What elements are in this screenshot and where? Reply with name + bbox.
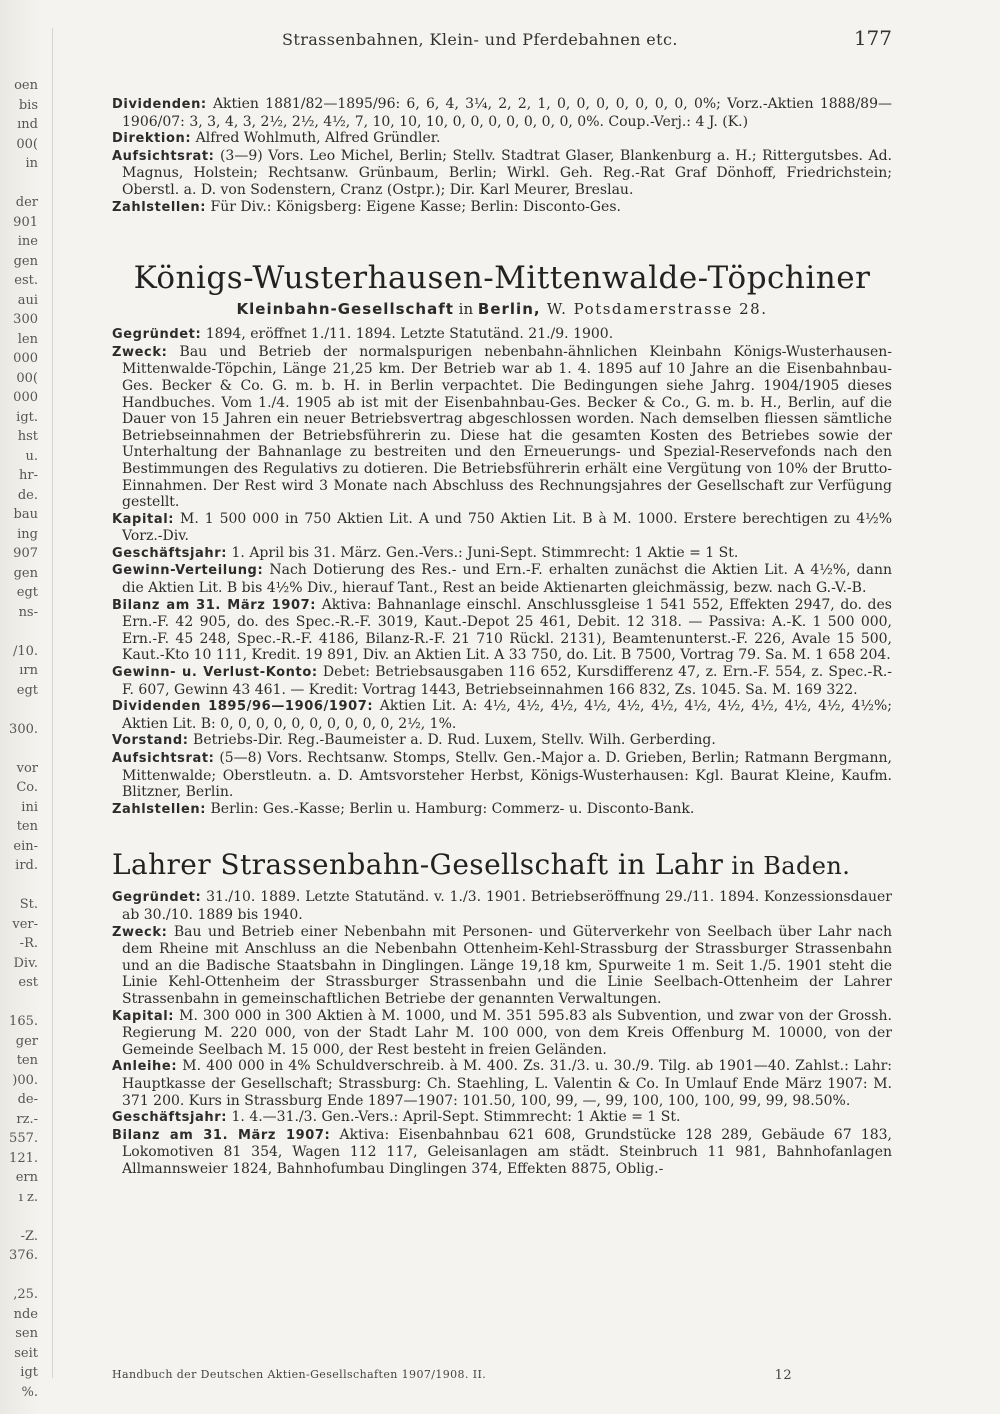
gutter-text: in	[25, 156, 38, 171]
page-number: 177	[853, 26, 892, 50]
entry	[112, 1058, 892, 1109]
gutter-text: ns-	[18, 604, 38, 620]
gutter-text: ger	[15, 1033, 38, 1049]
entry-label: Gewinn-Verteilung:	[112, 563, 264, 579]
gutter-text: ı z.	[18, 1189, 38, 1205]
entry	[112, 664, 892, 698]
gutter-text: est	[18, 975, 38, 990]
gutter-text: 300	[13, 312, 38, 327]
entry	[112, 924, 892, 1008]
gutter-text: 165.	[9, 1014, 38, 1029]
entry	[112, 698, 892, 732]
gutter-text: aui	[17, 292, 38, 308]
entry-label: Bilanz am 31. März 1907:	[112, 1127, 331, 1143]
entry-label: Zahlstellen:	[112, 801, 207, 817]
entry	[112, 1109, 892, 1127]
entry-text: Bau und Betrieb der normalspurigen nebenbahn-ähnlichen Kleinbahn Königs-Wusterhausen-Mittenwalde-Töpchin, Länge 21,25 km. Der Betrieb war ab 1. 4. 1895 auf 10 Jahre an die Eisenbahnbau-Ges. Becker & Co. G. m. b. H. in Berlin verpachtet. Die Bedingungen siehe Jahrg. 1904/1905 dieses Handbuches. Vom 1./4. 1905 ab ist mit der Eisenbahnbau-Ges. Becker & Co., G. m. b. H., Berlin, auf die Dauer von 15 Jahren ein neuer Betriebsvertrag abgeschlossen worden. Nach demselben fliessen sämtliche Betriebseinnahmen der Betriebsführerin zu. Diese hat die gesamten Kosten des Betriebes sowie der Unterhaltung der Bahnanlage zu bestreiten und den Erneuerungs- und Spezial-Reservefonds nach den Bestimmungen des Regulativs zu dotieren. Die Betriebsführerin erhält eine Vergütung von 10% der Brutto-Einnahmen. Der Rest wird 3 Monate nach Abschluss des Rechnungsjahres der Gesellschaft zur Verfügung gestellt.	[122, 343, 892, 511]
entry-text: (5—8) Vors. Rechtsanw. Stomps, Stellv. Gen.-Major a. D. Grieben, Berlin; Ratmann Bergmann, Mittenwalde; Oberstleutn. a. D. Amtsvorsteher Herbst, Königs-Wusterhausen: Kgl. Baurat Kleine, Kaufm. Blitzner, Berlin.	[122, 750, 892, 801]
entry-zahlstellen: Zahlstellen: Für Div.: Königsberg: Eigene Kasse; Berlin: Disconto-Ges.	[112, 198, 621, 215]
entry-label: Bilanz am 31. März 1907:	[112, 597, 317, 613]
entry-label: Gegründet:	[112, 327, 202, 343]
gutter-text: 000	[13, 351, 38, 366]
gutter-text: seit	[14, 1345, 38, 1361]
entry-label: Aufsichtsrat:	[112, 751, 215, 766]
gutter-text: ,25.	[13, 1287, 38, 1302]
entry-text: M. 1 500 000 in 750 Aktien Lit. A und 750 Aktien Lit. B à M. 1000. Erstere berechtigen zu 4½% Vorz.-Div.	[122, 510, 892, 545]
entry-text: Aktiva: Bahnanlage einschl. Anschlussgleise 1 541 552, Effekten 2947, do. des Ern.-F. 42 905, do. des Spec.-R.-F. 3019, Kaut.-Depot 25 461, Debit. 12 318. — Passiva: A.-K. 1 500 000, Ern.-F. 45 248, Spec.-R.-F. 4186, Bilanz-R.-F. 21 710 Rückl. 2131), Beamtenunterst.-F. 226, Avale 15 500, Kaut.-Kto 10 111, Kredit. 19 891, Div. an Aktien Lit. A 33 750, do. Lit. B 7500, Vortrag 79. Sa. M. 1 658 204.	[122, 596, 892, 664]
entry-text: Debet: Betriebsausgaben 116 652, Kursdifferenz 47, z. Ern.-F. 554, z. Spec.-R.-F. 607, Gewinn 43 461. — Kredit: Vortrag 1443, Betriebseinnahmen 166 832, Zs. 1045. Sa. M. 169 322.	[122, 664, 892, 698]
entry	[112, 1008, 892, 1059]
previous-company-section	[112, 96, 892, 216]
entry	[112, 326, 892, 344]
gutter-text: -Z.	[20, 1228, 38, 1244]
gutter-text: egt	[16, 585, 38, 600]
gutter-text: 901	[13, 214, 38, 230]
entry-label: Kapital:	[112, 511, 175, 527]
entry-text: M. 400 000 in 4% Schuldverschreib. à M. 400. Zs. 31./3. u. 30./9. Tilg. ab 1901—40. Zahlst.: Lahr: Hauptkasse der Gesellschaft; Strassburg: Ch. Staehling, L. Valentin & Co. In Umlauf Ende März 1907: M. 371 200. Kurs in Strassburg Ende 1897—1907: 101.50, 100, 99, —, 99, 100, 100, 100, 99, 99, 98.50%.	[122, 1058, 892, 1109]
gutter-text: ten	[16, 1053, 38, 1068]
gutter-text: u.	[25, 448, 38, 464]
entry	[112, 1127, 892, 1178]
entry-text: M. 300 000 in 300 Aktien à M. 1000, und M. 351 595.83 als Subvention, und zwar von der Grossh. Regierung M. 220 000, von der Stadt Lahr M. 100 000, von dem Kreis Offenburg M. 10000, von der Gemeinde Seelbach M. 15 000, der Rest besteht in freien Geländen.	[122, 1007, 892, 1058]
gutter-text: 376.	[9, 1248, 38, 1263]
company2-entries	[112, 889, 892, 1177]
entry-label: Gegründet:	[112, 890, 202, 906]
entry-label: Zweck:	[112, 344, 168, 360]
entry	[112, 511, 892, 545]
gutter-text: ing	[17, 526, 38, 542]
entry-label: Zweck:	[112, 924, 168, 940]
gutter-text: %.	[21, 1384, 38, 1400]
gutter-text: ine	[17, 234, 38, 249]
running-head	[112, 26, 892, 60]
gutter-text: ird.	[15, 858, 38, 873]
gutter-text: ırn	[19, 663, 38, 678]
entry-dividenden: Dividenden: Aktien 1881/82—1895/96: 6, 6, 4, 3¼, 2, 2, 1, 0, 0, 0, 0, 0, 0, 0, 0%; Vorz.-Aktien 1888/89—1906/07: 3, 3, 4, 3, 2½, 2½, 4½, 7, 10, 10, 10, 0, 0, 0, 0, 0, 0, 0, 0%. Coup.-Verj.: 4 J. (K.)	[112, 96, 892, 130]
entry	[112, 344, 892, 511]
gutter-text: de-	[17, 1092, 38, 1107]
gutter-text: ınd	[17, 117, 38, 132]
gutter-text: 00(	[16, 136, 38, 152]
gutter-text: 121.	[9, 1150, 38, 1166]
entry-text: Nach Dotierung des Res.- und Ern.-F. erhalten zunächst die Aktien Lit. A 4½%, dann die Aktien Lit. B bis 4½% Div., hierauf Tant., Rest an beide Aktienarten gleichmässig, bezw. nach G.-V.-B.	[122, 562, 892, 597]
entry-direktion: Direktion: Alfred Wohlmuth, Alfred Gründler.	[112, 130, 441, 147]
entry	[112, 750, 892, 801]
gutter-text: 300.	[9, 721, 38, 737]
entry-label: Geschäftsjahr:	[112, 1110, 228, 1126]
gutter-text: bau	[13, 507, 38, 522]
footer-publication: Handbuch der Deutschen Aktien-Gesellschaften 1907/1908. II.	[112, 1368, 487, 1381]
page-fold	[52, 28, 61, 1378]
entry-aufsichtsrat: Aufsichtsrat: (3—9) Vors. Leo Michel, Berlin; Stellv. Stadtrat Glaser, Blankenburg a. H.; Rittergutsbes. Ad. Magnus, Holstein; Rechtsanw. Grünbaum, Berlin; Wirkl. Geh. Reg.-Rat Graf Dönhoff, Friedrichstein; Oberstl. a. D. von Sodenstern, Cranz (Ostpr.); Dir. Karl Meurer, Breslau.	[112, 147, 892, 198]
gutter-text: 907	[13, 546, 38, 561]
gutter-text: oen	[14, 78, 38, 93]
entry-label: Geschäftsjahr:	[112, 545, 228, 561]
entry-text: Aktiva: Eisenbahnbau 621 608, Grundstücke 128 289, Gebäude 67 183, Lokomotiven 81 354, Wagen 112 117, Geleisanlagen am städt. Steinbruch 11 981, Bahnhofanlagen Allmannsweier 1824, Bahnhofumbau Dinglingen 374, Effekten 8875, Oblig.-	[122, 1126, 892, 1177]
entry	[112, 732, 892, 750]
entry-text: Betriebs-Dir. Reg.-Baumeister a. D. Rud. Luxem, Stellv. Wilh. Gerberding.	[188, 732, 716, 749]
gutter-text: ern	[15, 1170, 38, 1185]
entry-text: 1894, eröffnet 1./11. 1894. Letzte Statutänd. 21./9. 1900.	[201, 326, 614, 343]
entry	[112, 597, 892, 664]
gutter-text: der	[15, 195, 38, 210]
gutter-text: Co.	[16, 780, 38, 795]
gutter-text: vor	[16, 760, 38, 776]
entry	[112, 801, 892, 819]
footer	[112, 1368, 792, 1381]
sheet-signature: 12	[774, 1368, 792, 1383]
left-page-margin	[0, 0, 40, 1414]
gutter-text: sen	[15, 1326, 38, 1341]
gutter-text: /10.	[12, 643, 38, 659]
gutter-text: est.	[14, 273, 38, 288]
gutter-text: ten	[16, 819, 38, 834]
gutter-text: de.	[17, 487, 38, 503]
entry	[112, 562, 892, 596]
gutter-text: ein-	[13, 838, 38, 854]
gutter-text: rz.-	[16, 1111, 38, 1127]
entry	[112, 545, 892, 563]
gutter-text: nde	[13, 1306, 38, 1322]
gutter-text: 000	[13, 390, 38, 405]
company-subtitle-kwmt: Kleinbahn-Gesellschaft in Berlin, W. Potsdamerstrasse 28.	[236, 300, 768, 319]
entry-text: Berlin: Ges.-Kasse; Berlin u. Hamburg: Commerz- u. Disconto-Bank.	[206, 800, 695, 817]
gutter-text: hst	[17, 429, 38, 444]
entry-text: 1. 4.—31./3. Gen.-Vers.: April-Sept. Stimmrecht: 1 Aktie = 1 St.	[227, 1109, 681, 1126]
company-title-kwmt: Königs-Wusterhausen-Mittenwalde-Töpchiner	[133, 260, 871, 297]
gutter-text: 00(	[16, 370, 38, 386]
gutter-text: ini	[21, 799, 38, 815]
gutter-text: 557.	[9, 1131, 38, 1146]
gutter-text: Div.	[13, 955, 38, 971]
gutter-text: bis	[18, 97, 38, 113]
entry-label: Gewinn- u. Verlust-Konto:	[112, 665, 318, 681]
gutter-text: -R.	[19, 936, 38, 951]
entry-text: 1. April bis 31. März. Gen.-Vers.: Juni-Sept. Stimmrecht: 1 Aktie = 1 St.	[227, 544, 739, 561]
entry-label: Kapital:	[112, 1008, 175, 1024]
gutter-text: igt	[20, 1365, 38, 1380]
entry-text: 31./10. 1889. Letzte Statutänd. v. 1./3. 1901. Betriebseröffnung 29./11. 1894. Konzessionsdauer ab 30./10. 1889 bis 1940.	[122, 889, 892, 923]
gutter-text: len	[17, 331, 38, 347]
gutter-text: )00.	[12, 1072, 38, 1088]
gutter-text: gen	[13, 253, 38, 269]
page-body	[112, 26, 892, 1177]
gutter-text: gen	[13, 565, 38, 581]
entry-text: Bau und Betrieb einer Nebenbahn mit Personen- und Güterverkehr von Seelbach über Lahr nach dem Rheine mit Anschluss an die Nebenbahn Ottenheim-Kehl-Strassburg der Strassburger Strassenbahn und an die Badische Staatsbahn in Dinglingen. Länge 19,18 km, Spurweite 1 m. Seit 1./5. 1901 steht die Linie Kehl-Ottenheim der Strassburger Strassenbahn und die Linie Seelbach-Ottenheim der Lahrer Strassenbahn in gemeinschaftlichen Betriebe der genannten Verwaltungen.	[122, 923, 892, 1007]
entry-label: Dividenden 1895/96—1906/1907:	[112, 699, 374, 715]
gutter-text: St.	[19, 897, 38, 912]
company-title-lahr: Lahrer Strassenbahn-Gesellschaft in Lahr in Baden.	[112, 848, 851, 882]
gutter-text: hr-	[19, 468, 38, 483]
gutter-text: egt	[16, 682, 38, 698]
gutter-text: igt.	[16, 409, 38, 425]
gutter-text: ver-	[12, 916, 38, 932]
running-title: Strassenbahnen, Klein- und Pferdebahnen etc.	[282, 30, 678, 49]
entry	[112, 889, 892, 923]
entry-text: Aktien Lit. A: 4½, 4½, 4½, 4½, 4½, 4½, 4½, 4½, 4½, 4½, 4½, 4½%; Aktien Lit. B: 0, 0, 0, 0, 0, 0, 0, 0, 0, 0, 2½, 1%.	[122, 698, 892, 732]
entry-label: Vorstand:	[112, 733, 189, 749]
company1-entries	[112, 326, 892, 818]
entry-label: Anleihe:	[112, 1059, 178, 1075]
